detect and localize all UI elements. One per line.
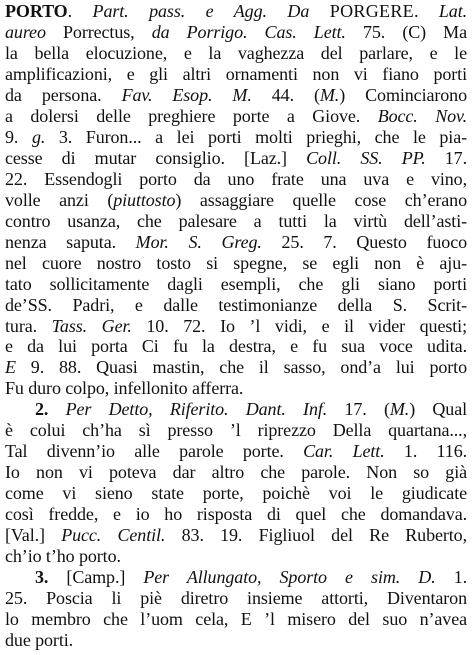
text-run: 10. 72. Io ’l vidi, e il vider questi; [131, 315, 467, 336]
text-run: cesse di mutar consiglio. [Laz.] [5, 147, 307, 168]
text-run: ) Cominciarono [339, 84, 467, 105]
text-run: come vi sieno state porte, poichè voi le giudicate [5, 483, 467, 504]
text-run: la bella elocuzione, e la vaghezza del parlare, e le [5, 42, 467, 63]
text-run: così fredde, e io ho risposta di quel che domandava. [5, 504, 467, 525]
text-line [5, 43, 467, 64]
citation: Tass. Ger. [51, 315, 132, 336]
latin-italic: aureo [5, 21, 46, 42]
text-run: è colui ch’ha sì presso ’l riprezzo Della quartana..., [5, 420, 467, 441]
citation: Pucc. Centil. [61, 525, 166, 546]
definition-italic: Per Detto, Riferito. Dant. Inf. [65, 399, 328, 420]
text-line [5, 462, 467, 483]
gloss-italic: piuttosto [113, 189, 176, 210]
sense-3-first-line [35, 567, 467, 588]
text-run: a dolersi delle preghiere porte a Giove. [5, 105, 378, 126]
text-line [5, 378, 467, 399]
citation: M. [389, 399, 410, 420]
text-run: 17. ( [327, 399, 390, 420]
text-line [5, 483, 467, 504]
text-run: [Val.] [5, 525, 62, 546]
text-run: 9. [5, 126, 32, 147]
text-run: 25. 7. Questo fuoco [261, 231, 467, 252]
text-line [5, 169, 467, 190]
text-line [5, 295, 467, 316]
lat-tag: Lat. [438, 1, 468, 21]
text-line [5, 609, 467, 630]
latin-word: Porrectus, [45, 21, 152, 42]
grammar-label: Part. pass. e Agg. Da [92, 1, 310, 21]
headword: PORTO [5, 1, 68, 21]
text-line [5, 588, 467, 609]
definition-italic: Per Allungato, Sporto e sim. D. [143, 567, 436, 588]
text-run: tura. [5, 315, 52, 336]
text-line [5, 148, 467, 169]
text-run: de’SS. Padri, e dalle testimonianze della S. Scrit- [5, 294, 467, 315]
text-run: Tal divenn’io alle parole porte. [5, 441, 304, 462]
text-run: ) Qual [409, 399, 467, 420]
sense-2-first-line [35, 399, 467, 420]
text-line [5, 190, 467, 211]
text-line [5, 357, 467, 378]
text-run: 9. 88. Quasi mastin, che il sasso, ond’a lui porto [15, 357, 467, 378]
text-line [5, 420, 467, 441]
text-line [5, 211, 467, 232]
text-line [5, 525, 467, 546]
ref-word: PORGERE [329, 1, 414, 21]
text-run: volle anzi ( [5, 189, 114, 210]
text-run: ch’io t’ho porto. [5, 546, 121, 567]
text-line [5, 127, 467, 148]
citation: Bocc. Nov. [377, 105, 467, 126]
entry-head-line: PORTO. Part. pass. e Agg. Da PORGERE. Lat. [5, 1, 468, 21]
text-run: 1. 116. [384, 441, 468, 462]
text-run: ) assaggiare quelle cose ch’erano [175, 189, 467, 210]
text-run: 75. (C) Ma [345, 21, 467, 42]
text-line [5, 336, 467, 357]
text-run: 83. 19. Figliuol del Re Ruberto, [165, 525, 467, 546]
citation: Car. Lett. [303, 441, 385, 462]
text-run: 17. [425, 147, 467, 168]
citation: E [5, 357, 16, 378]
text-run: 22. Essendogli porto da uno frate una uva e vino, [5, 168, 467, 189]
text-run: da persona. [5, 84, 122, 105]
citation: Coll. SS. PP. [306, 147, 426, 168]
text-line [5, 274, 467, 295]
text-line [5, 253, 467, 274]
text-run: [Camp.] [66, 567, 144, 588]
citation: Mor. S. Greg. [135, 231, 262, 252]
text-run: e da lui porta Ci fu la destra, e fu sua voce udita. [5, 336, 467, 357]
text-run: amplificazioni, e gli altri ornamenti non vi fiano porti [5, 63, 467, 84]
text-line [5, 106, 467, 127]
text-run: 25. Poscia li piè diretro insieme attorti, Diventaron [5, 588, 467, 609]
text-line [5, 64, 467, 85]
text-run: lo membro che l’uom cela, E ’l misero del suo n’avea [5, 609, 467, 630]
text-run: 3. Furon... a lei porti molti prieghi, che le pia- [45, 126, 467, 147]
text-line [5, 504, 467, 525]
sense-number: 2. [35, 399, 49, 420]
text-run: nel cuore nostro tosto si spegne, se egli non è aju- [5, 252, 467, 273]
text-run: Fu duro colpo, infellonito afferra. [5, 378, 244, 399]
text-line [5, 85, 467, 106]
text-line [5, 630, 467, 651]
text-run: contro usanza, che palesare a tutti la virtù dell’asti- [5, 210, 467, 231]
text-run: Io non vi poteva dar altro che parole. Non so già [5, 462, 467, 483]
text-line [5, 22, 467, 43]
text-line [5, 441, 467, 462]
text-line [5, 232, 467, 253]
text-run: nenza saputa. [5, 231, 136, 252]
text-run: 44. ( [251, 84, 320, 105]
text-line [5, 316, 467, 337]
citation: da Porrigo. Cas. Lett. [151, 21, 346, 42]
text-run: due porti. [5, 630, 74, 651]
sense-number: 3. [35, 567, 49, 588]
text-run: tato sollicitamente dagli esempli, che gli siano porti [5, 273, 467, 294]
citation: Fav. Esop. M. [121, 84, 252, 105]
citation: g. [31, 126, 46, 147]
text-run: 1. [435, 567, 468, 588]
text-line [5, 546, 467, 567]
citation: M. [319, 84, 340, 105]
